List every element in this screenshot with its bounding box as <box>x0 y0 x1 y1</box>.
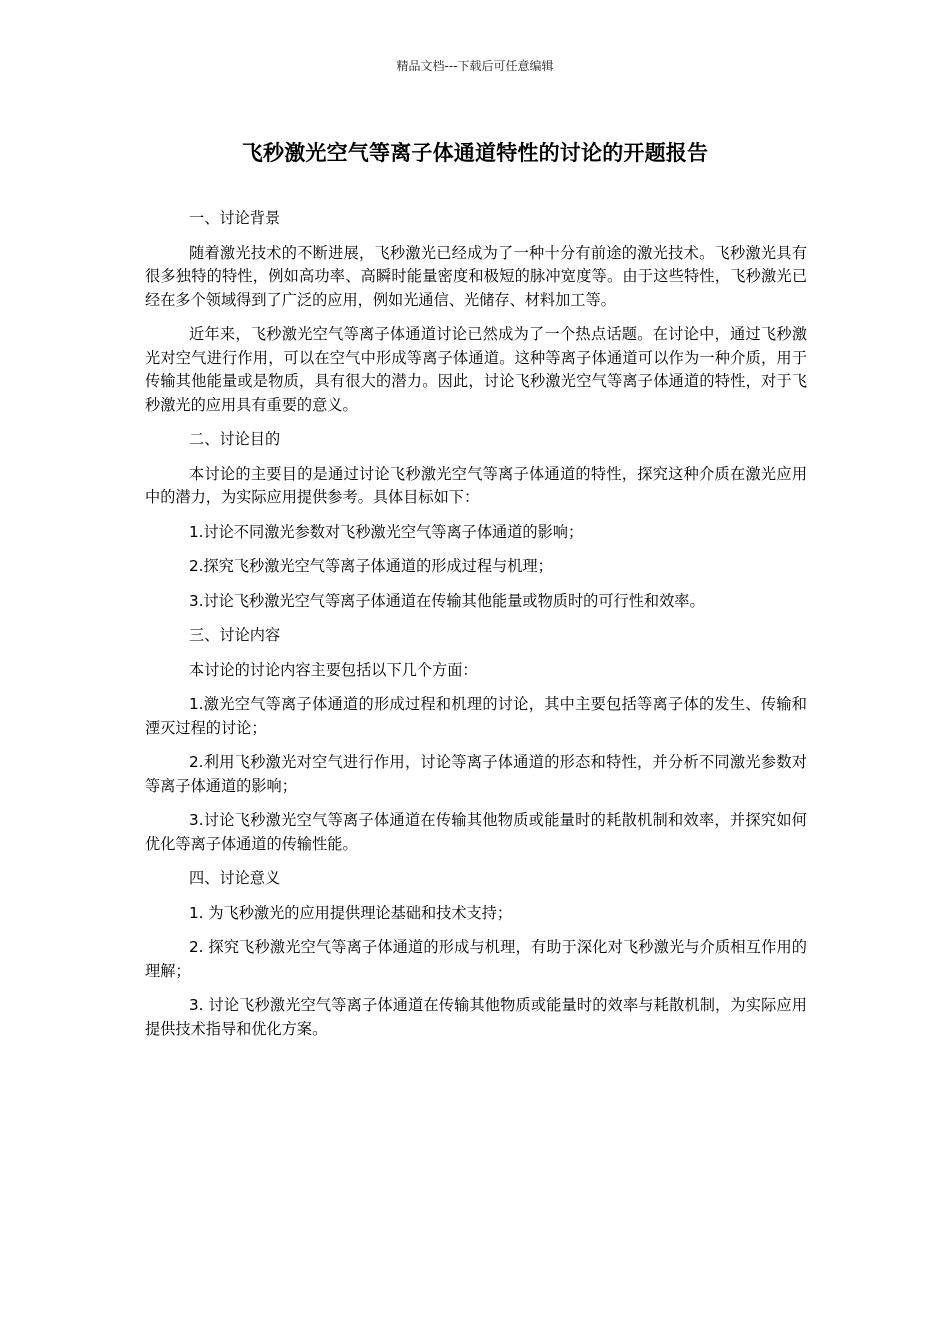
paragraph: 近年来，飞秒激光空气等离子体通道讨论已然成为了一个热点话题。在讨论中，通过飞秒激光对空气进行作用，可以在空气中形成等离子体通道。这种等离子体通道可以作为一种介质，用于传输其他能量或是物质，具有很大的潜力。因此，讨论飞秒激光空气等离子体通道的特性，对于飞秒激光的应用具有重要的意义。 <box>145 325 807 414</box>
list-item: 3.讨论飞秒激光空气等离子体通道在传输其他能量或物质时的可行性和效率。 <box>189 591 705 610</box>
list-item: 1.讨论不同激光参数对飞秒激光空气等离子体通道的影响； <box>189 522 584 541</box>
list-item: 3.讨论飞秒激光空气等离子体通道在传输其他物质或能量时的耗散机制和效率，并探究如何优化等离子体通道的传输性能。 <box>145 811 807 853</box>
list-item: 1.激光空气等离子体通道的形成过程和机理的讨论，其中主要包括等离子体的发生、传输和湮灭过程的讨论； <box>145 695 807 737</box>
section-heading-significance: 四、讨论意义 <box>189 869 281 887</box>
page-header: 精品文档---下载后可任意编辑 <box>396 59 554 73</box>
document-title: 飞秒激光空气等离子体通道特性的讨论的开题报告 <box>241 141 709 165</box>
document-body <box>145 207 807 1052</box>
list-item: 2. 探究飞秒激光空气等离子体通道的形成与机理，有助于深化对飞秒激光与介质相互作用的理解； <box>145 938 807 980</box>
paragraph: 本讨论的讨论内容主要包括以下几个方面： <box>189 660 478 679</box>
section-heading-background: 一、讨论背景 <box>189 209 281 227</box>
paragraph: 随着激光技术的不断进展，飞秒激光已经成为了一种十分有前途的激光技术。飞秒激光具有很多独特的特性，例如高功率、高瞬时能量密度和极短的脉冲宽度等。由于这些特性，飞秒激光已经在多个领域得到了广泛的应用，例如光通信、光储存、材料加工等。 <box>145 243 807 309</box>
list-item: 2.利用飞秒激光对空气进行作用，讨论等离子体通道的形态和特性，并分析不同激光参数对等离子体通道的影响； <box>145 753 807 795</box>
list-item: 1. 为飞秒激光的应用提供理论基础和技术支持； <box>189 903 513 922</box>
list-item: 2.探究飞秒激光空气等离子体通道的形成过程与机理； <box>189 557 553 575</box>
paragraph: 本讨论的主要目的是通过讨论飞秒激光空气等离子体通道的特性，探究这种介质在激光应用中的潜力，为实际应用提供参考。具体目标如下： <box>145 464 807 506</box>
section-heading-purpose: 二、讨论目的 <box>189 430 281 448</box>
section-heading-content: 三、讨论内容 <box>189 626 281 644</box>
list-item: 3. 讨论飞秒激光空气等离子体通道在传输其他物质或能量时的效率与耗散机制，为实际应用提供技术指导和优化方案。 <box>145 996 807 1038</box>
